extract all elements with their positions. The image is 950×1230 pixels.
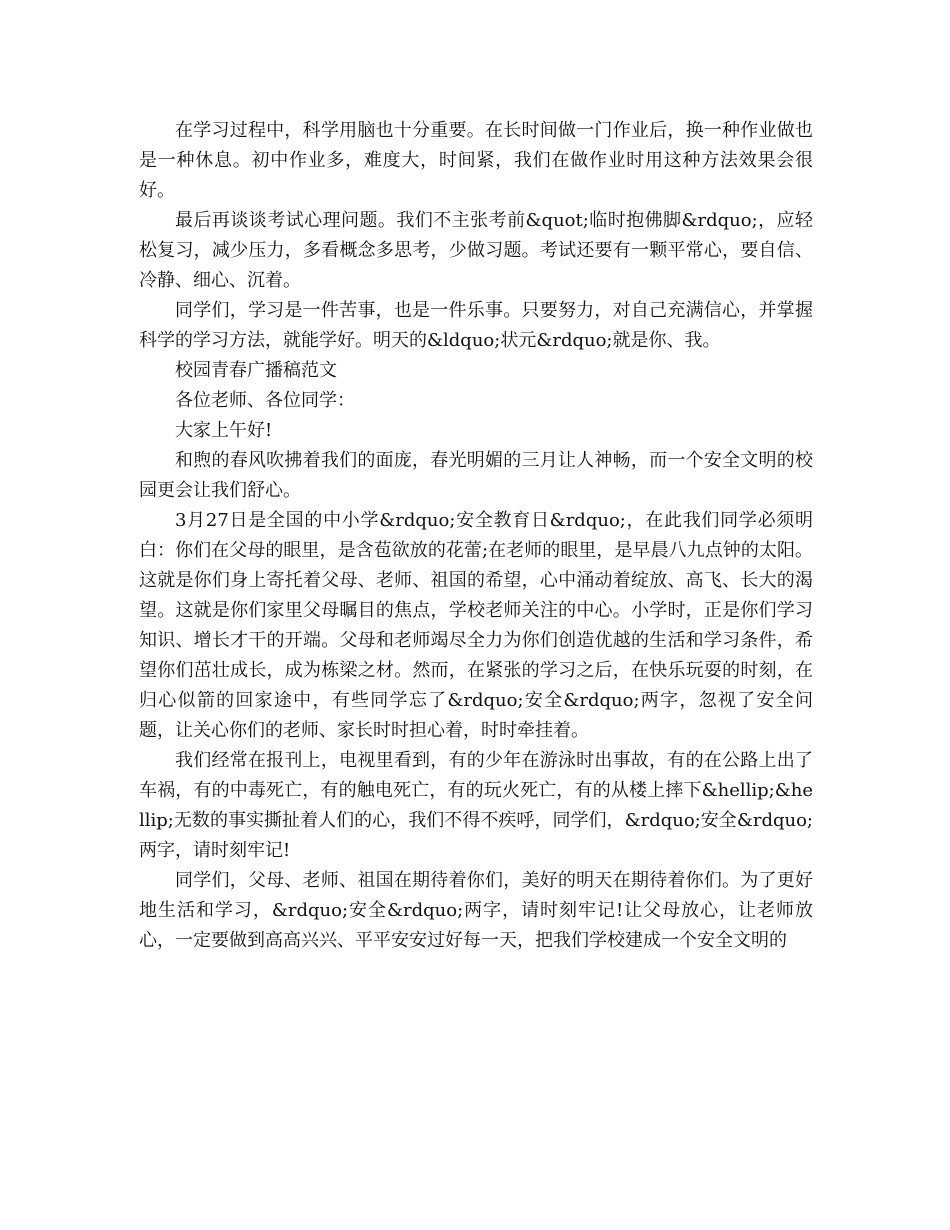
paragraph-spring: 和煦的春风吹拂着我们的面庞，春光明媚的三月让人神畅，而一个安全文明的校园更会让我们舒心。 — [139, 450, 813, 501]
paragraph-conclusion: 同学们，学习是一件苦事，也是一件乐事。只要努力，对自己充满信心，并掌握科学的学习方法，就能学好。明天的&ldquo;状元&rdquo;就是你、我。 — [139, 300, 813, 351]
section-heading: 校园青春广播稿范文 — [175, 360, 337, 381]
paragraph-safety-day: 3月27日是全国的中小学&rdquo;安全教育日&rdquo;，在此我们同学必须明白：你们在父母的眼里，是含苞欲放的花蕾;在老师的眼里，是早晨八九点钟的太阳。这就是你们身上寄托着父母、老师、祖国的希望，心中涌动着绽放、高飞、长大的渴望。这就是你们家里父母瞩目的焦点，学校老师关注的中心。小学时，正是你们学习知识、增长才干的开端。父母和老师竭尽全力为你们创造优越的生活和学习条件，希望你们茁壮成长，成为栋梁之材。然而，在紧张的学习之后，在快乐玩耍的时刻，在归心似箭的回家途中，有些同学忘了&rdquo;安全&rdquo;两字，忽视了安全问题，让关心你们的老师、家长时时担心着，时时牵挂着。 — [139, 510, 813, 741]
greeting: 大家上午好! — [175, 420, 273, 441]
paragraph-closing: 同学们，父母、老师、祖国在期待着你们，美好的明天在期待着你们。为了更好地生活和学习，&rdquo;安全&rdquo;两字，请时刻牢记!让父母放心，让老师放心，一定要做到高高兴兴、平平安安过好每一天，把我们学校建成一个安全文明的 — [139, 870, 813, 951]
paragraph-study-method: 在学习过程中，科学用脑也十分重要。在长时间做一门作业后，换一种作业做也是一种休息。初中作业多，难度大，时间紧，我们在做作业时用这种方法效果会很好。 — [139, 120, 813, 201]
salutation: 各位老师、各位同学： — [175, 390, 355, 411]
document-body — [139, 116, 813, 956]
paragraph-accidents: 我们经常在报刊上，电视里看到，有的少年在游泳时出事故，有的在公路上出了车祸，有的中毒死亡，有的触电死亡，有的玩火死亡，有的从楼上摔下&hellip;&hellip;无数的事实撕扯着人们的心，我们不得不疾呼，同学们，&rdquo;安全&rdquo;两字，请时刻牢记! — [139, 750, 813, 861]
paragraph-exam-mindset: 最后再谈谈考试心理问题。我们不主张考前&quot;临时抱佛脚&rdquo;，应轻松复习，减少压力，多看概念多思考，少做习题。考试还要有一颗平常心，要自信、冷静、细心、沉着。 — [139, 210, 813, 291]
